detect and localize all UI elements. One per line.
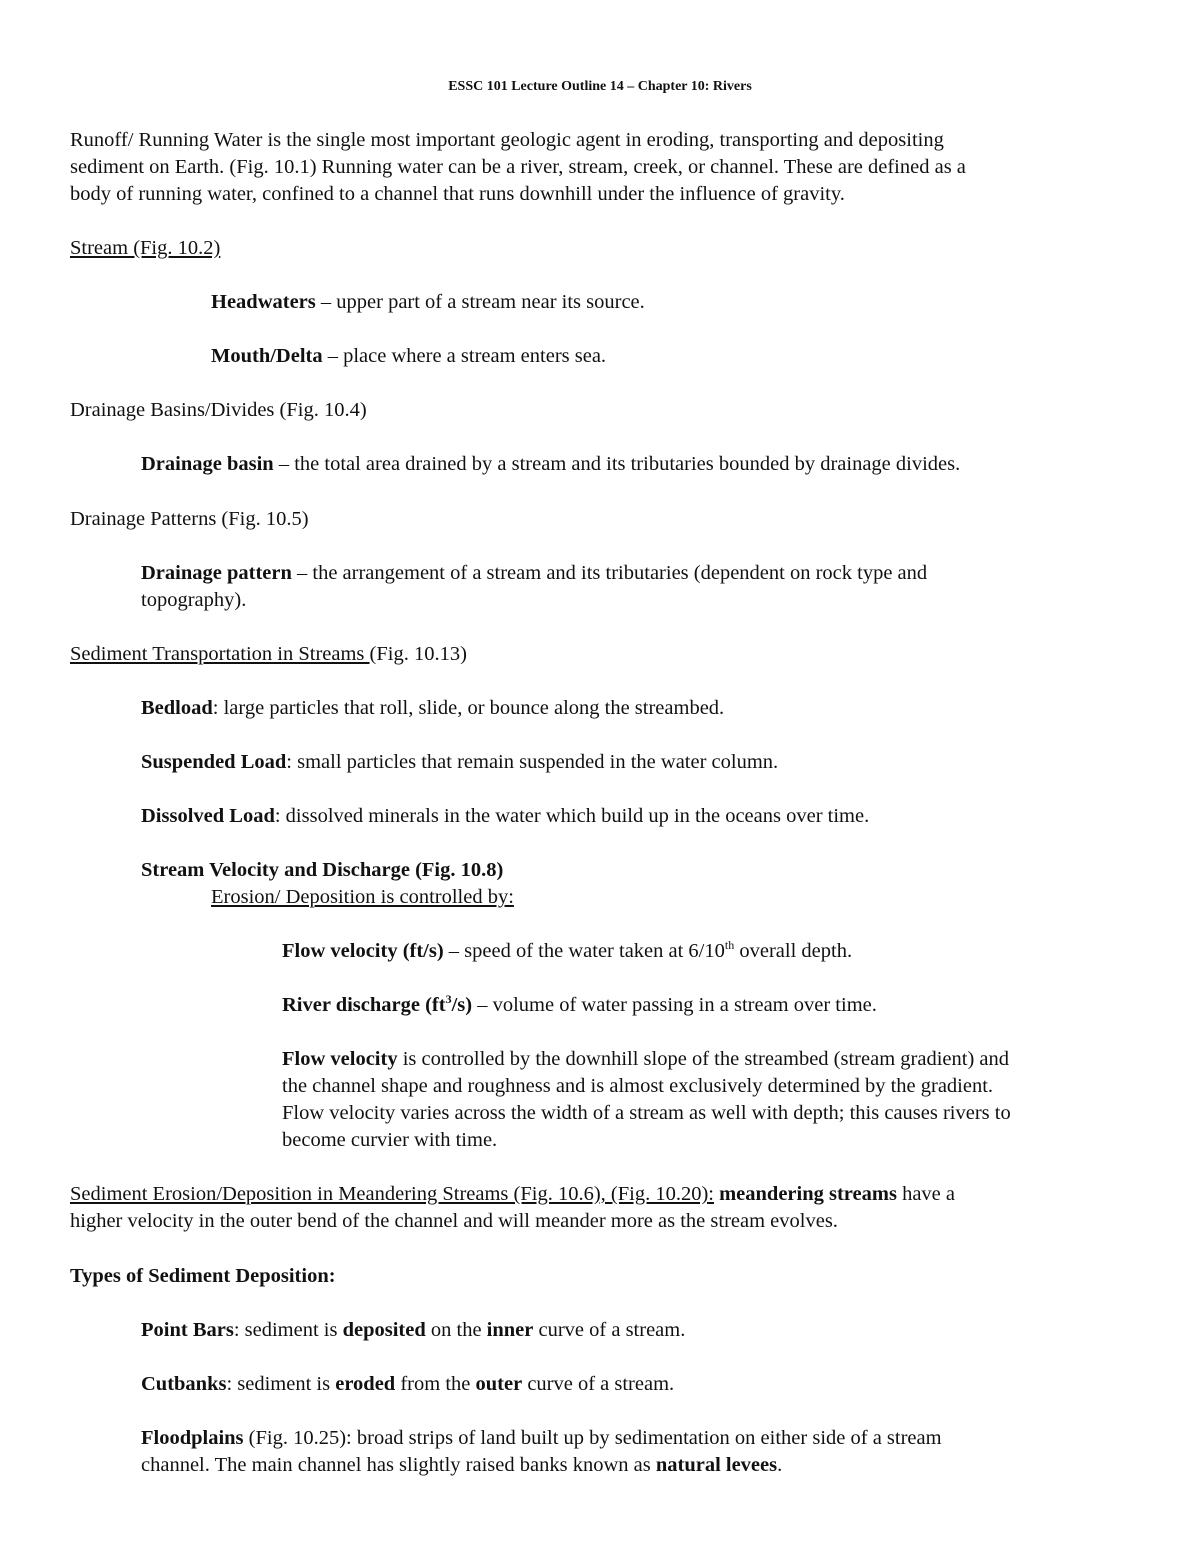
flow-velocity-item: Flow velocity (ft/s) – speed of the water taken at 6/10th overall depth. bbox=[282, 938, 853, 962]
meander-line-1: Sediment Erosion/Deposition in Meandering Streams (Fig. 10.6), (Fig. 10.20): meandering streams have a bbox=[70, 1183, 955, 1205]
basin-definition: – the total area drained by a stream and its tributaries bounded by drainage divides. bbox=[273, 453, 961, 475]
page-title: ESSC 101 Lecture Outline 14 – Chapter 10: Rivers bbox=[448, 79, 752, 94]
dissolved-item bbox=[141, 803, 869, 830]
intro-line-2: sediment on Earth. (Fig. 10.1) Running water can be a river, stream, creek, or channel. These are defined as a bbox=[70, 156, 966, 178]
velocity-control-line-3: Flow velocity varies across the width of a stream as well with depth; this causes rivers to bbox=[282, 1102, 1011, 1124]
mouth-term: Mouth/Delta bbox=[211, 345, 323, 367]
floodplains-item: Floodplains (Fig. 10.25): broad strips of land built up by sedimentation on either side of a stream bbox=[141, 1427, 942, 1449]
mouth-definition: – place where a stream enters sea. bbox=[322, 345, 607, 367]
headwaters-item bbox=[211, 289, 645, 316]
pattern-definition-cont: topography). bbox=[141, 589, 247, 611]
velocity-subheading: Erosion/ Deposition is controlled by: bbox=[211, 886, 514, 908]
suspended-item bbox=[141, 749, 778, 776]
cutbanks-term: Cutbanks bbox=[141, 1373, 227, 1395]
floodplains-term: Floodplains bbox=[141, 1427, 244, 1449]
intro-line-1: Runoff/ Running Water is the single most important geologic agent in eroding, transporting and depositing bbox=[70, 129, 944, 151]
headwaters-definition: – upper part of a stream near its source. bbox=[315, 291, 645, 313]
transport-heading: Sediment Transportation in Streams (Fig. 10.13) bbox=[70, 643, 467, 665]
bedload-definition: : large particles that roll, slide, or bounce along the streambed. bbox=[212, 697, 725, 719]
deposition-heading: Types of Sediment Deposition: bbox=[70, 1265, 336, 1287]
discharge-definition: – volume of water passing in a stream over time. bbox=[472, 994, 877, 1016]
velocity-control-line-1: Flow velocity is controlled by the downhill slope of the streambed (stream gradient) and bbox=[282, 1048, 1009, 1070]
velocity-heading: Stream Velocity and Discharge (Fig. 10.8) bbox=[141, 859, 504, 881]
cutbanks-item: Cutbanks: sediment is eroded from the outer curve of a stream. bbox=[141, 1373, 675, 1395]
basin-term: Drainage basin bbox=[141, 453, 274, 475]
mouth-item bbox=[211, 343, 606, 370]
headwaters-term: Headwaters bbox=[211, 291, 316, 313]
meander-line-2: higher velocity in the outer bend of the channel and will meander more as the stream evolves. bbox=[70, 1210, 838, 1232]
meander-term: meandering streams bbox=[719, 1183, 897, 1205]
pattern-item bbox=[141, 560, 927, 587]
point-bars-term: Point Bars bbox=[141, 1319, 234, 1341]
dissolved-term: Dissolved Load bbox=[141, 805, 275, 827]
stream-heading: Stream (Fig. 10.2) bbox=[70, 237, 221, 259]
velocity-control-line-4: become curvier with time. bbox=[282, 1129, 498, 1151]
dissolved-definition: : dissolved minerals in the water which build up in the oceans over time. bbox=[274, 805, 870, 827]
basin-item bbox=[141, 451, 960, 478]
suspended-definition: : small particles that remain suspended in the water column. bbox=[286, 751, 779, 773]
point-bars-item: Point Bars: sediment is deposited on the inner curve of a stream. bbox=[141, 1319, 686, 1341]
discharge-item bbox=[282, 992, 877, 1019]
patterns-heading: Drainage Patterns (Fig. 10.5) bbox=[70, 508, 309, 530]
basins-heading: Drainage Basins/Divides (Fig. 10.4) bbox=[70, 399, 367, 421]
suspended-term: Suspended Load bbox=[141, 751, 287, 773]
bedload-term: Bedload bbox=[141, 697, 213, 719]
velocity-control-line-2: the channel shape and roughness and is almost exclusively determined by the gradient. bbox=[282, 1075, 994, 1097]
pattern-definition: – the arrangement of a stream and its tributaries (dependent on rock type and bbox=[291, 562, 928, 584]
intro-line-3: body of running water, confined to a channel that runs downhill under the influence of gravity. bbox=[70, 183, 845, 205]
meander-heading: Sediment Erosion/Deposition in Meandering Streams (Fig. 10.6), (Fig. 10.20): bbox=[70, 1183, 714, 1205]
pattern-term: Drainage pattern bbox=[141, 562, 292, 584]
discharge-term: River discharge $(ft^3/s)$ bbox=[282, 992, 473, 1016]
flow-velocity-term: Flow velocity (ft/s) bbox=[282, 940, 444, 962]
floodplains-item-cont: channel. The main channel has slightly raised banks known as natural levees. bbox=[141, 1454, 783, 1476]
bedload-item bbox=[141, 695, 724, 722]
